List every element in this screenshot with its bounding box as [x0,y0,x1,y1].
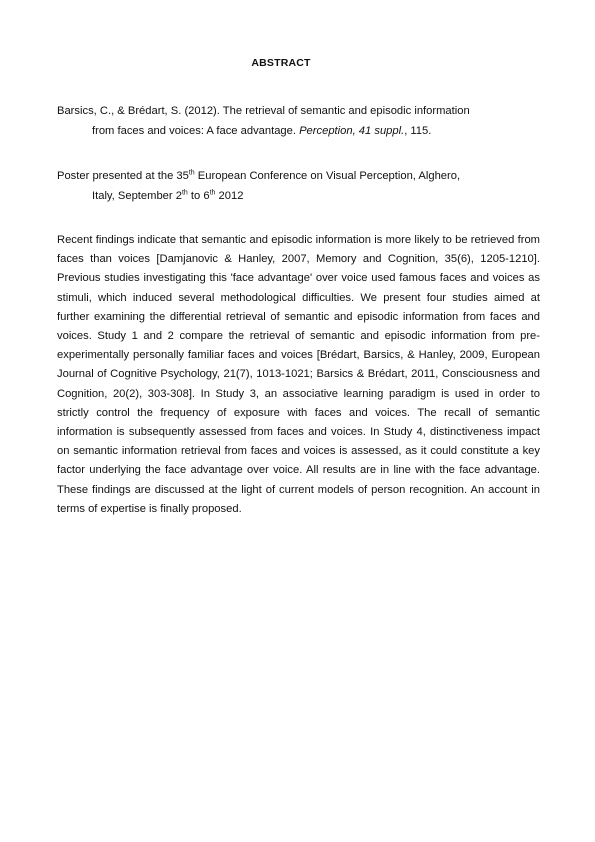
poster-text: European Conference on Visual Perception, Alghero, [194,170,461,182]
citation-title-cont: from faces and voices: A face advantage. [92,125,300,137]
ordinal-suffix: th [209,189,216,197]
ordinal-suffix: th [181,189,188,197]
poster-note [57,166,527,206]
poster-text: Poster presented at the 35 [57,170,189,182]
poster-line-2 [57,186,527,206]
reference-citation [57,101,527,141]
poster-text: Italy, September 2 [92,190,182,202]
abstract-body: Recent findings indicate that semantic and episodic information is more likely to be retrieved from faces than voices [Damjanovic & Hanley, 2007, Memory and Cognition, 35(6), 1205-1210]. Previous studies investigating this 'face advantage' over voice used famous faces and voices as stimuli, which induced several methodological difficulties. We present four studies aimed at further examining the differential retrieval of semantic and episodic information from faces and voices. Study 1 and 2 compare the retrieval of semantic and episodic information from pre-experimentally personally familiar faces and voices [Brédart, Barsics, & Hanley, 2009, European Journal of Cognitive Psychology, 21(7), 1013-1021; Barsics & Brédart, 2011, Consciousness and Cognition, 20(2), 303-308]. In Study 3, an associative learning paradigm is used in order to strictly control the frequency of exposure with faces and voices. The recall of semantic information is subsequently assessed from faces and voices. In Study 4, distinctiveness impact on semantic information retrieval from faces and voices is assessed, as it could constitute a key factor underlying the face advantage over voice. All results are in line with the face advantage. These findings are discussed at the light of current models of person recognition. An account in terms of expertise is finally proposed. [57,234,540,515]
citation-line-2 [57,121,527,141]
poster-text: to 6 [187,190,210,202]
page-title: ABSTRACT [251,57,311,69]
citation-pages: , 115. [404,125,432,137]
poster-text: 2012 [215,190,244,202]
ordinal-suffix: th [188,169,195,177]
poster-line-1 [57,170,460,182]
citation-line-1: Barsics, C., & Brédart, S. (2012). The retrieval of semantic and episodic information [57,105,470,117]
citation-journal: Perception, 41 suppl. [299,125,405,137]
